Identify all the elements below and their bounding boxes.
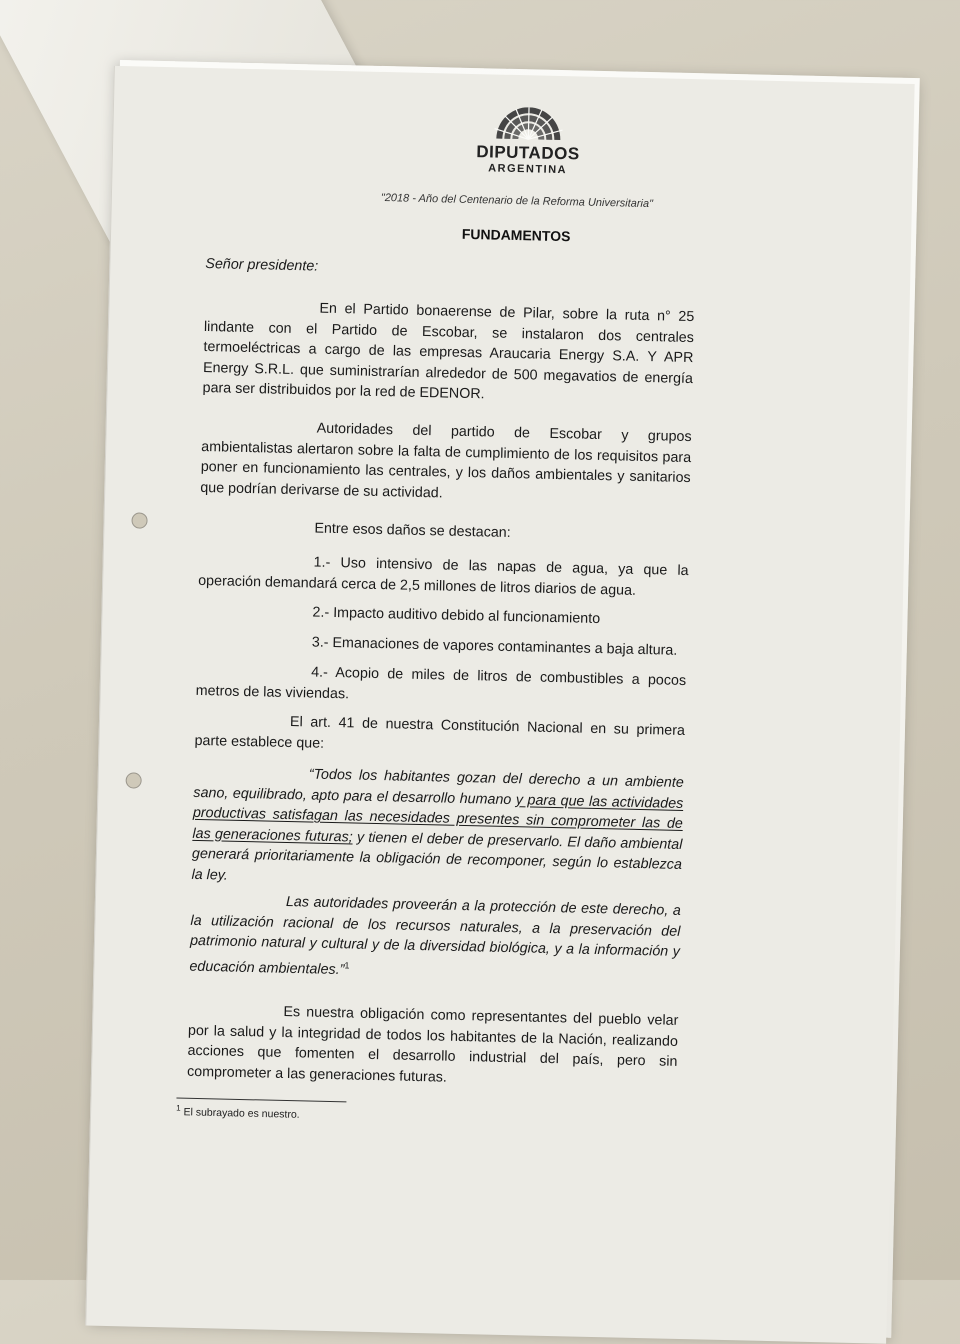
chamber-logo	[428, 105, 629, 178]
quote-part-a: “Todos los habitantes gozan del derecho a un ambiente sano, equilibrado, apto para el desarrollo humano	[193, 766, 684, 808]
constitution-quote-second	[189, 890, 681, 988]
list-item-fuel: 4.- Acopio de miles de litros de combustibles a pocos metros de las viviendas.	[195, 664, 687, 702]
paragraph-pilar-plants: En el Partido bonaerense de Pilar, sobre la ruta n° 25 lindante con el Partido de Escobar, se instalaron dos centrales termoeléctricas a cargo de las empresas Araucaria Energy S.A. Y APR Energy S.R.L. que suministrarían alrededor de 500 megavatios de energía para ser distribuidos por la red de EDENOR.	[202, 300, 695, 403]
quote-underlined: y para que las actividades productivas satisfagan las necesidades presentes sin comprometer las de las generaciones futuras;	[192, 791, 684, 845]
footnote-text: El subrayado es nuestro.	[183, 1106, 300, 1121]
footnote-number: 1	[176, 1103, 181, 1113]
paragraph-obligation: Es nuestra obligación como representantes del pueblo velar por la salud y la integridad de todos los habitantes de la Nación, realizando acciones que fomenten el desarrollo industrial del país, pero sin comprometer a las generaciones futuras.	[186, 1003, 679, 1086]
section-title: FUNDAMENTOS	[461, 225, 571, 245]
list-item-noise: 2.- Impacto auditivo debido al funcionamiento	[312, 604, 601, 628]
punch-hole-bottom	[125, 772, 141, 788]
footnote	[176, 1104, 300, 1121]
quote2-text: Las autoridades proveerán a la protección de este derecho, a la utilización racional de los recursos naturales, a la preservación del patrimonio natural y cultural y de la diversidad biológica, y a la información y educación ambientales.”	[189, 893, 682, 978]
year-motto: "2018 - Año del Centenario de la Reforma Universitaria"	[380, 191, 654, 211]
hemicycle-icon	[490, 106, 567, 142]
footnote-ref: 1	[344, 959, 350, 970]
logo-subtitle: ARGENTINA	[488, 162, 568, 177]
footnote-divider	[176, 1098, 346, 1103]
paragraph-escobar-authorities: Autoridades del partido de Escobar y grupos ambientalistas alertaron sobre la falta de cumplimiento de los requisitos para poner en funcionamiento las centrales, y los daños ambientales y sanitarios que podrían derivarse de su actividad.	[200, 420, 692, 501]
punch-hole-top	[131, 512, 147, 528]
quote-part-b: y tienen el deber de preservarlo. El daño ambiental generará prioritariamente la obligación de recomponer, según lo establezca la ley.	[191, 828, 683, 884]
constitution-quote	[191, 762, 684, 896]
list-item-water: 1.- Uso intensivo de las napas de agua, ya que la operación demandará cerca de 2,5 millones de litros diarios de agua.	[198, 554, 689, 599]
paragraph-article-41: El art. 41 de nuestra Constitución Nacional en su primera parte establece que:	[194, 714, 686, 752]
salutation: Señor presidente:	[205, 255, 319, 275]
paragraph-damages-intro: Entre esos daños se destacan:	[314, 520, 511, 541]
list-item-emissions: 3.- Emanaciones de vapores contaminantes a baja altura.	[311, 634, 678, 659]
logo-title: DIPUTADOS	[476, 142, 580, 164]
document-page	[91, 60, 919, 1338]
